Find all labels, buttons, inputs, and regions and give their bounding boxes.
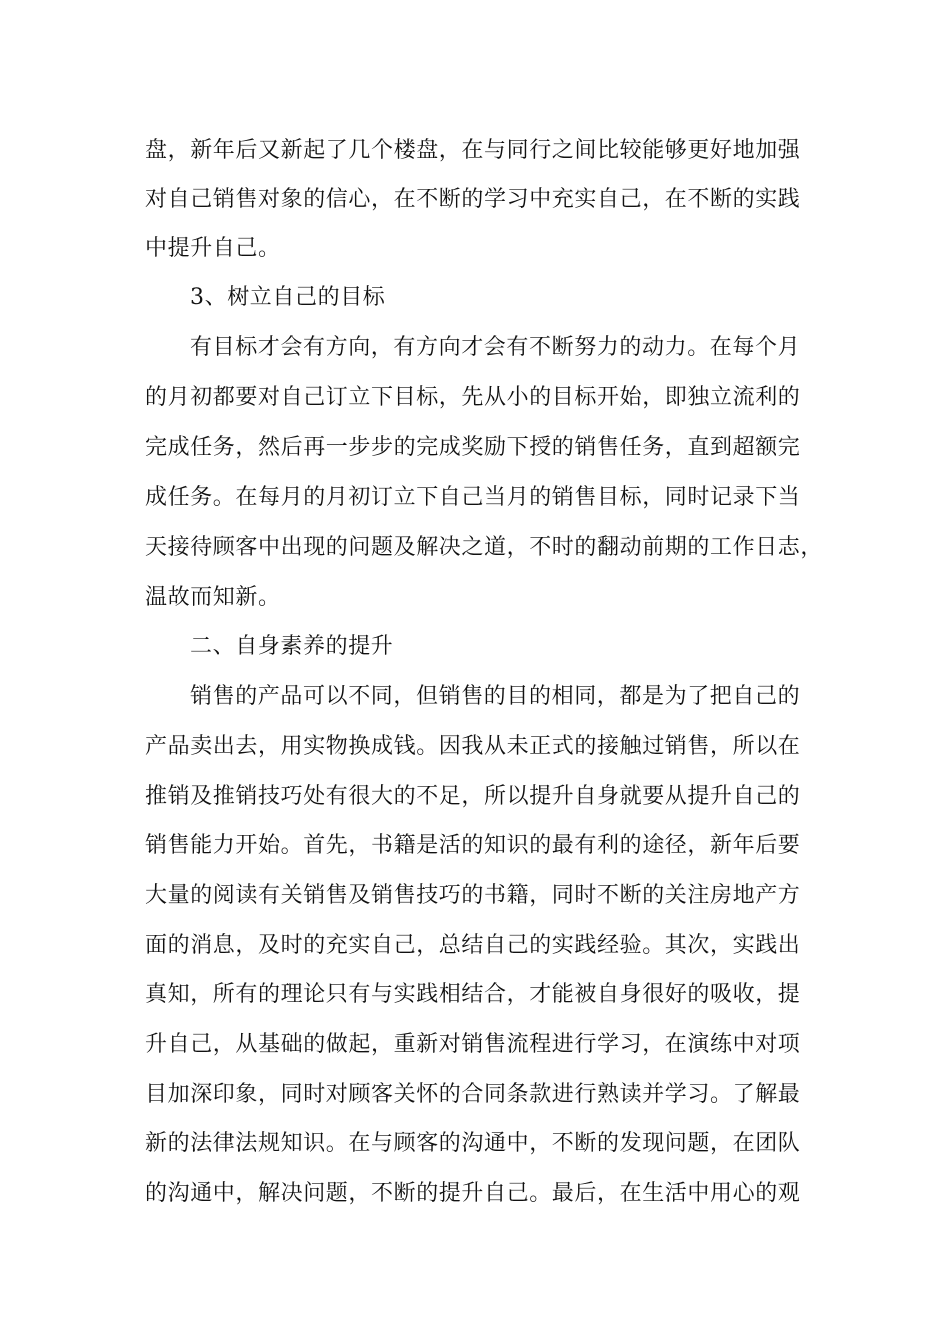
text-line: 真知，所有的理论只有与实践相结合，才能被自身很好的吸收，提 [145,982,801,1007]
text-line: 盘，新年后又新起了几个楼盘，在与同行之间比较能够更好地加强 [145,138,801,163]
text-line: 对自己销售对象的信心，在不断的学习中充实自己，在不断的实践 [145,187,801,212]
text-line: 销售能力开始。首先，书籍是活的知识的最有利的途径，新年后要 [145,833,801,858]
text-line: 的月初都要对自己订立下目标，先从小的目标开始，即独立流利的 [145,385,801,410]
text-line: 天接待顾客中出现的问题及解决之道，不时的翻动前期的工作日志， [145,535,824,560]
text-line: 销售的产品可以不同，但销售的目的相同，都是为了把自己的 [190,684,801,709]
text-line: 有目标才会有方向，有方向才会有不断努力的动力。在每个月 [190,335,801,360]
text-line: 的沟通中，解决问题，不断的提升自己。最后，在生活中用心的观 [145,1181,801,1206]
text-line: 产品卖出去，用实物换成钱。因我从未正式的接触过销售，所以在 [145,734,801,759]
text-line: 新的法律法规知识。在与顾客的沟通中，不断的发现问题，在团队 [145,1131,801,1156]
text-line: 完成任务，然后再一步步的完成奖励下授的销售任务，直到超额完 [145,435,801,460]
text-line: 中提升自己。 [145,236,281,261]
section-heading: 二、自身素养的提升 [190,634,394,659]
text-line: 目加深印象，同时对顾客关怀的合同条款进行熟读并学习。了解最 [145,1082,801,1107]
text-line: 升自己，从基础的做起，重新对销售流程进行学习，在演练中对项 [145,1032,801,1057]
text-line: 温故而知新。 [145,585,281,610]
text-line: 大量的阅读有关销售及销售技巧的书籍，同时不断的关注房地产方 [145,883,801,908]
text-line: 推销及推销技巧处有很大的不足，所以提升自身就要从提升自己的 [145,784,801,809]
section-heading: 3、树立自己的目标 [190,285,386,310]
text-line: 成任务。在每月的月初订立下自己当月的销售目标，同时记录下当 [145,485,801,510]
text-line: 面的消息，及时的充实自己，总结自己的实践经验。其次，实践出 [145,933,801,958]
